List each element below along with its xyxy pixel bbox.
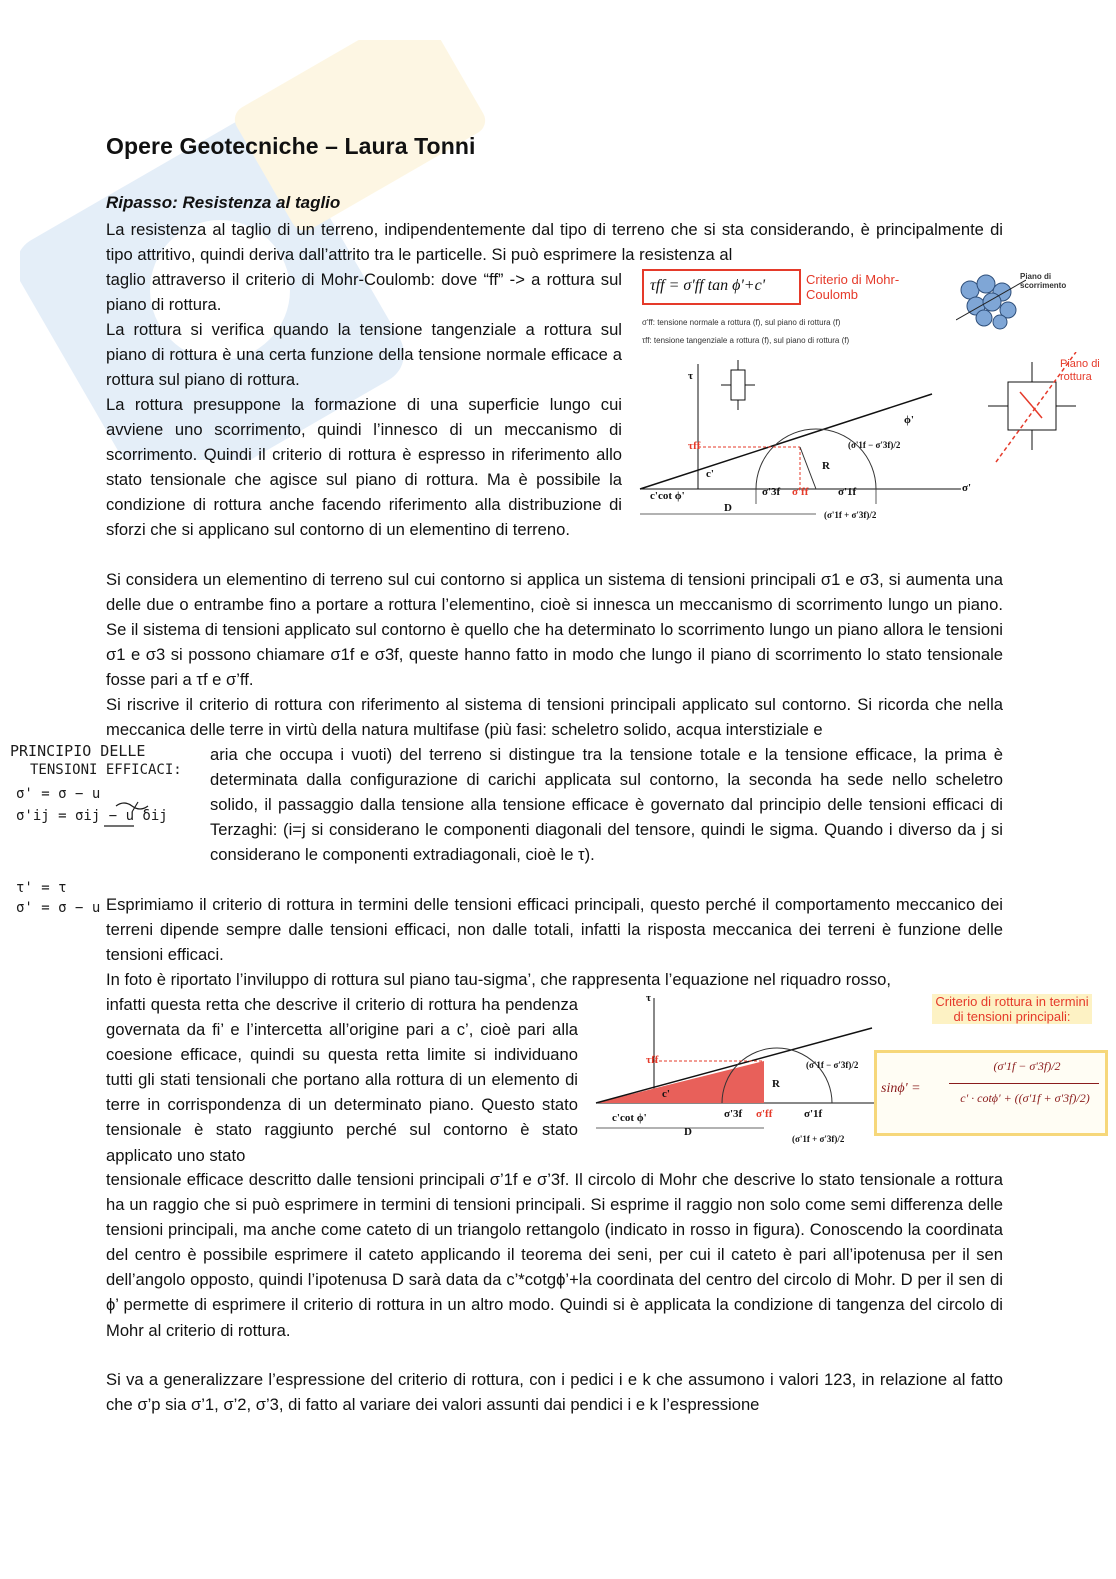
axis-tau: τ bbox=[688, 370, 694, 382]
handwritten-note bbox=[4, 740, 204, 930]
paragraph: Si riscrive il criterio di rottura con riferimento al sistema di tensioni principali applicato sul contorno. Si ricorda che nella meccanica delle terre in virtù della natura multifase (più fasi: scheletro solido, acqua interstiziale e bbox=[106, 695, 1003, 740]
soil-particles-icon bbox=[956, 270, 1026, 330]
label-radius-2: (σ'1f − σ'3f)/2 bbox=[806, 1060, 859, 1070]
paragraph: infatti questa retta che descrive il criterio di rottura ha pendenza governata da fi’ e l’intercetta all’origine pari a c’, cioè pari alla coesione efficace, quindi su questa retta limite si individuano tutti gli stati tensionali che portano alla rottura di un elemento di terre in corrispondenza di un determinato piano. Questo stato tensionale è stato raggiunto perché sul contorno è stato applicato uno stato bbox=[106, 995, 578, 1165]
legend-tau: τff: tensione tangenziale a rottura (f), sul piano di rottura (f) bbox=[642, 336, 850, 345]
label-s1f-2: σ'1f bbox=[804, 1108, 823, 1120]
paragraph: Si considera un elementino di terreno sul cui contorno si applica un sistema di tensioni principali σ1 e σ3, si aumenta una delle due o entrambe fino a portare a rottura l’elementino, cioè si innesca un meccanismo di scorrimento lungo un piano. Se il sistema di tensioni applicato sul contorno è quello che ha determinato lo scorrimento lungo un piano allora le tensioni σ1 e σ3 si possono chiamare σ1f e σ3f, queste hanno fatto in modo che lungo il piano di scorrimento lo stato tensionale fosse pari a τf e σ’ff. bbox=[106, 570, 1003, 690]
label-c-cot: c'cot ϕ' bbox=[650, 490, 685, 502]
hand-line-6: σ' = σ − u bbox=[16, 900, 101, 916]
paragraph: aria che occupa i vuoti) del terreno si distingue tra la tensione totale e la tensione efficace, la prima è determinata dalla configurazione di carichi applicata sul contorno, la seconda ha sede nello scheletro solido, il passaggio dalla tensione alla tensione efficace è governato dal principio delle tensioni efficaci di Terzaghi: (i=j si considerano le componenti diagonali del tensore, quindi le sigma. Quando i diverso da j si considerano le componenti extradiagonali, cioè le τ). bbox=[210, 745, 1003, 865]
formula-box bbox=[642, 269, 801, 305]
label-c: c' bbox=[706, 468, 714, 480]
figure-caption: Criterio di Mohr-Coulomb bbox=[806, 272, 900, 302]
paragraph: La resistenza al taglio di un terreno, indipendentemente dal tipo di terreno che si sta considerando, è principalmente di tipo attritivo, quindi deriva dall’attrito tra le particelle. Si può esprimere la resistenza al bbox=[106, 220, 1003, 265]
label-R-2: R bbox=[772, 1078, 780, 1090]
scorrimento-label: Piano di scorrimento bbox=[1020, 272, 1067, 290]
label-s1f: σ'1f bbox=[838, 486, 857, 498]
label-D: D bbox=[724, 502, 732, 514]
hand-line-3: σ' = σ − u bbox=[16, 786, 101, 802]
paragraph: La rottura presuppone la formazione di una superficie lungo cui avviene uno scorrimento, quindi l’innesco di un meccanismo di scorrimento. Quindi il criterio di rottura è espresso in riferimento allo stato tensionale che agisce sul piano di rottura. Ma è possibile la condizione di rottura anche facendo riferimento alla distribuzione di sforzi che si applicano sul contorno di un elementino di terreno. bbox=[106, 395, 622, 540]
label-s3f-2: σ'3f bbox=[724, 1108, 743, 1120]
paragraph: Esprimiamo il criterio di rottura in termini delle tensioni efficaci principali, questo perché il comportamento meccanico dei terreni dipende sempre dalle tensioni efficaci, non dalle totali, infatti la risposta meccanica dei terreni è funzione delle tensioni efficaci. bbox=[106, 895, 1003, 965]
label-c-cot-2: c'cot ϕ' bbox=[612, 1112, 647, 1124]
fraction-bar bbox=[949, 1083, 1099, 1084]
legend-sigma: σ'ff: tensione normale a rottura (f), sul piano di rottura (f) bbox=[642, 318, 841, 327]
label-s3f: σ'3f bbox=[762, 486, 781, 498]
formula-box-yellow bbox=[874, 1050, 1108, 1136]
label-center: (σ'1f + σ'3f)/2 bbox=[824, 510, 877, 520]
section-subtitle: Ripasso: Resistenza al taglio bbox=[106, 193, 341, 212]
hand-line-1: PRINCIPIO DELLE bbox=[10, 742, 146, 760]
piano-rottura-label: Piano di rottura bbox=[1060, 358, 1100, 383]
formula-numerator: (σ'1f − σ'3f)/2 bbox=[993, 1059, 1061, 1073]
figure2-caption: Criterio di rottura in termini di tensioni principali: bbox=[932, 994, 1092, 1024]
paragraph: taglio attraverso il criterio di Mohr-Coulomb: dove “ff” -> a rottura sul piano di rottura. bbox=[106, 270, 622, 315]
label-sff: σ'ff bbox=[792, 486, 809, 498]
label-center-2: (σ'1f + σ'3f)/2 bbox=[792, 1134, 845, 1144]
hand-line-4: σ'ij = σij − u δij bbox=[16, 808, 168, 824]
figure-mohr-coulomb bbox=[636, 264, 1116, 544]
label-radius: (σ'1f − σ'3f)/2 bbox=[848, 440, 901, 450]
label-tau-ff: τff bbox=[688, 440, 701, 452]
paragraph: Si va a generalizzare l’espressione del criterio di rottura, con i pedici i e k che assumono i valori 123, in relazione al fatto che σ’p sia σ’1, σ’2, σ’3, di fatto al variare dei valori assunti dai pendici i e k l’espressione bbox=[106, 1370, 1003, 1415]
formula-denominator: c' · cotϕ' + ((σ'1f + σ'3f)/2) bbox=[960, 1091, 1090, 1105]
paragraph: La rottura si verifica quando la tensione tangenziale a rottura sul piano di rottura è una certa funzione della tensione normale efficace a rottura sul piano di rottura. bbox=[106, 320, 622, 390]
paragraph: In foto è riportato l’inviluppo di rottura sul piano tau-sigma’, che rappresenta l’equazione nel riquadro rosso, bbox=[106, 970, 891, 989]
document-title: Opere Geotecniche – Laura Tonni bbox=[106, 133, 476, 159]
label-R: R bbox=[822, 460, 830, 472]
label-D-2: D bbox=[684, 1126, 692, 1138]
paragraph: tensionale efficace descritto dalle tensioni principali σ’1f e σ’3f. Il circolo di Mohr che descrive lo stato tensionale a rottura ha un raggio che si può esprimere in termini di tensioni principali. Si esprime il raggio non solo come semi differenza delle tensioni principali, ma anche come cateto di un triangolo rettangolo (indicato in rosso in figura). Conoscendo la coordinata del centro è possibile esprimere il cateto applicando il teorema dei seni, per cui il cateto è pari all’ipotenusa per il sen dell’angolo opposto, quindi l’ipotenusa D sarà data da c’*cotgϕ’+la coordinata del centro del circolo di Mohr. D per il sen di ϕ’ permette di esprimere il criterio di rottura in un altro modo. Quindi si è applicata la condizione di tangenza del circolo di Mohr al criterio di rottura. bbox=[106, 1170, 1003, 1340]
mohr-plot bbox=[636, 344, 976, 544]
formula-lhs: sinϕ' = bbox=[881, 1081, 921, 1096]
hand-line-2: TENSIONI EFFICACI: bbox=[30, 762, 182, 778]
label-tau-ff-2: τff bbox=[646, 1054, 659, 1066]
label-c-2: c' bbox=[662, 1088, 670, 1100]
hand-line-5: τ' = τ bbox=[16, 880, 67, 896]
label-sff-2: σ'ff bbox=[756, 1108, 773, 1120]
mohr-coulomb-formula: τff = σ'ff tan ϕ'+c' bbox=[650, 277, 766, 294]
axis-tau-2: τ bbox=[646, 992, 652, 1004]
label-phi: ϕ' bbox=[904, 414, 914, 426]
figure-criterio-principali bbox=[592, 988, 1116, 1168]
axis-sigma: σ' bbox=[962, 482, 972, 494]
